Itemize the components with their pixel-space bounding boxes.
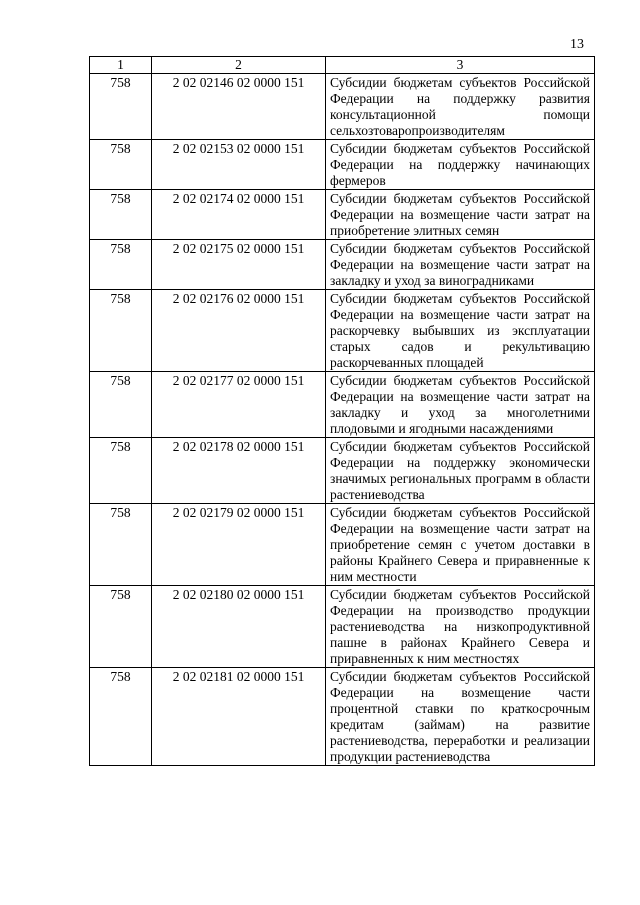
revenue-name-cell: Субсидии бюджетам субъектов Российской Федерации на поддержку развития консультационной помощи сельхозтоваропроизводителям <box>326 74 595 140</box>
revenue-name-cell: Субсидии бюджетам субъектов Российской Федерации на возмещение части процентной ставки по краткосрочным кредитам (займам) на развитие растениеводства, переработки и реализации продукции растениеводства <box>326 668 595 766</box>
revenue-name-cell: Субсидии бюджетам субъектов Российской Федерации на возмещение части затрат на приобретение элитных семян <box>326 190 595 240</box>
budget-code-cell: 2 02 02174 02 0000 151 <box>152 190 326 240</box>
budget-code-cell: 2 02 02176 02 0000 151 <box>152 290 326 372</box>
page-number: 13 <box>570 37 584 52</box>
revenue-name-cell: Субсидии бюджетам субъектов Российской Федерации на возмещение части затрат на раскорчевку выбывших из эксплуатации старых садов и рекультивацию раскорчеванных площадей <box>326 290 595 372</box>
budget-code-cell: 2 02 02146 02 0000 151 <box>152 74 326 140</box>
admin-code-cell: 758 <box>90 240 152 290</box>
header-col-1: 1 <box>90 57 152 74</box>
admin-code-cell: 758 <box>90 504 152 586</box>
budget-code-cell: 2 02 02179 02 0000 151 <box>152 504 326 586</box>
budget-code-cell: 2 02 02180 02 0000 151 <box>152 586 326 668</box>
table-header <box>90 57 595 74</box>
admin-code-cell: 758 <box>90 290 152 372</box>
table-row <box>90 140 595 190</box>
revenue-name-cell: Субсидии бюджетам субъектов Российской Федерации на возмещение части затрат на закладку и уход за многолетними плодовыми и ягодными насаждениями <box>326 372 595 438</box>
table-row <box>90 240 595 290</box>
table-row <box>90 190 595 240</box>
admin-code-cell: 758 <box>90 372 152 438</box>
revenue-name-cell: Субсидии бюджетам субъектов Российской Федерации на производство продукции растениеводства на низкопродуктивной пашне в районах Крайнего Севера и приравненных к ним местностях <box>326 586 595 668</box>
table-body <box>90 74 595 766</box>
budget-code-cell: 2 02 02181 02 0000 151 <box>152 668 326 766</box>
budget-code-cell: 2 02 02175 02 0000 151 <box>152 240 326 290</box>
table-row <box>90 668 595 766</box>
header-col-2: 2 <box>152 57 326 74</box>
admin-code-cell: 758 <box>90 668 152 766</box>
admin-code-cell: 758 <box>90 190 152 240</box>
table-row <box>90 74 595 140</box>
budget-code-cell: 2 02 02178 02 0000 151 <box>152 438 326 504</box>
table-row <box>90 290 595 372</box>
table-row <box>90 438 595 504</box>
revenue-name-cell: Субсидии бюджетам субъектов Российской Федерации на поддержку экономически значимых региональных программ в области растениеводства <box>326 438 595 504</box>
admin-code-cell: 758 <box>90 438 152 504</box>
header-col-3: 3 <box>326 57 595 74</box>
table-row <box>90 586 595 668</box>
revenue-name-cell: Субсидии бюджетам субъектов Российской Федерации на возмещение части затрат на закладку и уход за виноградниками <box>326 240 595 290</box>
budget-codes-table <box>89 56 595 766</box>
admin-code-cell: 758 <box>90 586 152 668</box>
admin-code-cell: 758 <box>90 140 152 190</box>
table-row <box>90 372 595 438</box>
budget-code-cell: 2 02 02153 02 0000 151 <box>152 140 326 190</box>
table-row <box>90 504 595 586</box>
revenue-name-cell: Субсидии бюджетам субъектов Российской Федерации на возмещение части затрат на приобретение семян с учетом доставки в районы Крайнего Севера и приравненные к ним местности <box>326 504 595 586</box>
revenue-name-cell: Субсидии бюджетам субъектов Российской Федерации на поддержку начинающих фермеров <box>326 140 595 190</box>
budget-code-cell: 2 02 02177 02 0000 151 <box>152 372 326 438</box>
header-row <box>90 57 595 74</box>
admin-code-cell: 758 <box>90 74 152 140</box>
